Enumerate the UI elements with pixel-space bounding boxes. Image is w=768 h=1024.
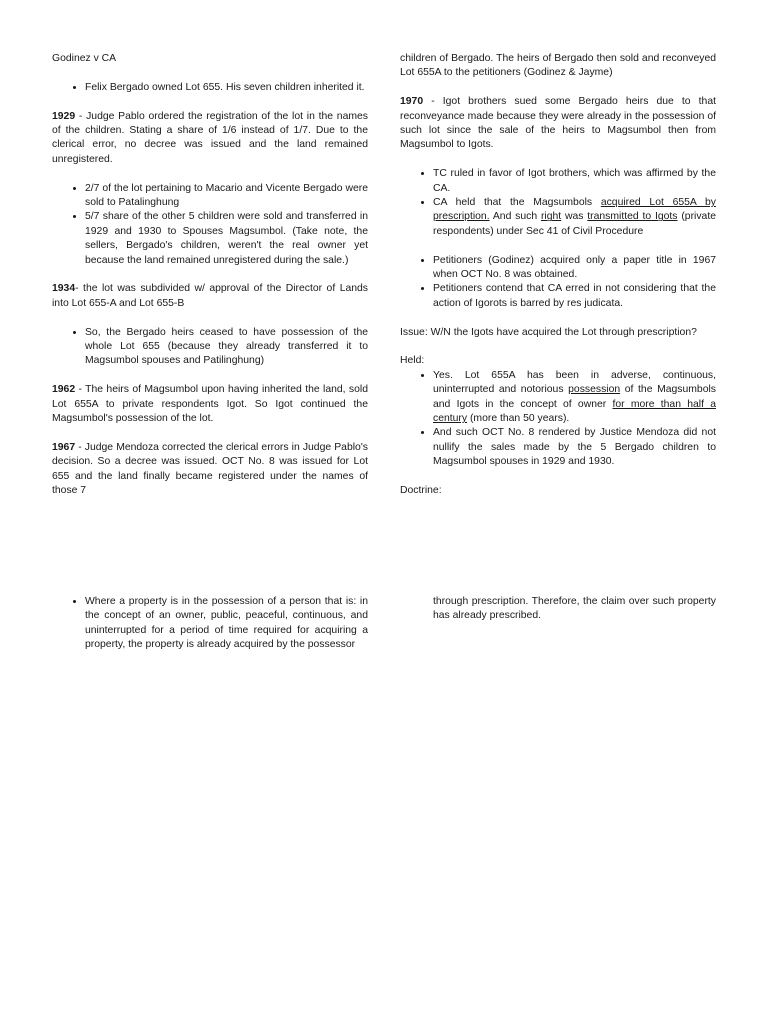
bullet-list: [52, 182, 368, 268]
held-label: Held:: [400, 355, 425, 367]
bullet-list: [52, 595, 368, 653]
underlined-text: right: [540, 211, 562, 223]
paragraph-1962: [52, 383, 368, 426]
bullet-list: [52, 81, 368, 95]
text-run: Yes. Lot 655A has been in adverse, continuous, uninterrupted and notorious: [433, 369, 716, 396]
year-label: 1967: [52, 441, 76, 453]
paragraph-text: - the lot was subdivided w/ approval of the Director of Lands into Lot 655-A and Lot 655-B: [52, 283, 368, 309]
list-item: • TC ruled in favor of Igot brothers, which was affirmed by the CA.: [433, 167, 716, 196]
list-item: • So, the Bergado heirs ceased to have possession of the whole Lot 655 (because they already transferred it to Magsumbol spouses and Patilinghung): [85, 326, 368, 369]
left-column: [52, 52, 368, 513]
text-run: was: [561, 211, 588, 223]
year-label: 1934: [52, 283, 76, 295]
text-run: CA held that the Magsumbols: [433, 197, 601, 209]
bullet-list: [400, 167, 716, 239]
bottom-left-column: [52, 595, 368, 667]
paragraph-text: - Judge Pablo ordered the registration of the lot in the names of the children. Stating a share of 1/6 instead of 1/7. Due to the clerical error, no decree was issued and the land remained unregistered.: [52, 110, 368, 165]
paragraph-1970: [400, 95, 716, 153]
text-run: And such: [489, 211, 541, 223]
list-item: [433, 369, 716, 427]
issue-line: Issue: W/N the Igots have acquired the Lot through prescription?: [400, 326, 697, 338]
right-column: [400, 52, 716, 513]
doctrine-continuation: through prescription. Therefore, the claim over such property has already prescribed.: [433, 596, 716, 622]
list-item: [433, 196, 716, 239]
list-item: • 5/7 share of the other 5 children were sold and transferred in 1929 and 1930 to Spouses Magsumbol. (Take note, the sellers, Bergado's children, weren't the real owner yet because the land remained unregistered during the sale.): [85, 210, 368, 268]
case-title: Godinez v CA: [52, 53, 117, 64]
text-run: of the Magsumbols and Igots in the concept of owner: [433, 384, 716, 410]
underlined-text: possession: [568, 384, 621, 396]
paragraph-1967: [52, 441, 368, 499]
continued-paragraph: children of Bergado. The heirs of Bergado then sold and reconveyed Lot 655A to the petitioners (Godinez & Jayme): [400, 53, 716, 79]
year-label: 1962: [52, 384, 76, 396]
list-item: • And such OCT No. 8 rendered by Justice Mendoza did not nullify the sales made by the 5 Bergado children to Magsumbol spouses in 1929 and 1930.: [433, 426, 716, 469]
paragraph-1934: [52, 282, 368, 311]
bullet-list: [52, 326, 368, 369]
doctrine-bullet: • Where a property is in the possession of a person that is: in the concept of an owner, public, peaceful, continuous, and uninterrupted for a period of time required for acquiring a property, the property is already acquired by the possessor: [85, 595, 368, 653]
year-label: 1970: [400, 96, 424, 108]
underlined-text: for more than half a century: [433, 398, 716, 425]
list-item: • Felix Bergado owned Lot 655. His seven children inherited it.: [85, 81, 368, 95]
paragraph-text: - The heirs of Magsumbol upon having inherited the land, sold Lot 655A to private respondents Igot. So Igot continued the Magsumbol's possession of the lot.: [52, 384, 368, 425]
text-run: (more than 50 years).: [467, 413, 570, 425]
list-item: • 2/7 of the lot pertaining to Macario and Vicente Bergado were sold to Patalinghung: [85, 182, 368, 211]
year-label: 1929: [52, 110, 76, 122]
bullet-list: [400, 369, 716, 470]
underlined-text: acquired Lot 655A by prescription.: [433, 197, 716, 223]
list-item: • Petitioners contend that CA erred in not considering that the action of Igorots is barred by res judicata.: [433, 282, 716, 311]
bottom-right-column: [400, 595, 716, 638]
list-item: • Petitioners (Godinez) acquired only a paper title in 1967 when OCT No. 8 was obtained.: [433, 254, 716, 283]
paragraph-1929: [52, 110, 368, 168]
paragraph-text: - Igot brothers sued some Bergado heirs due to that reconveyance made because they were already in the possession of such lot since the sale of the heirs to Magsumbol then from Magsumbol to Igots.: [400, 96, 716, 151]
paragraph-text: - Judge Mendoza corrected the clerical errors in Judge Pablo's decision. So a decree was issued. OCT No. 8 was issued for Lot 655 and the land finally became registered under the names of those 7: [52, 441, 368, 497]
underlined-text: transmitted to Igots: [587, 211, 678, 223]
text-run: (private respondents) under Sec 41 of Civil Procedure: [433, 211, 716, 237]
bullet-list: [400, 254, 716, 312]
doctrine-label: Doctrine:: [400, 485, 442, 497]
